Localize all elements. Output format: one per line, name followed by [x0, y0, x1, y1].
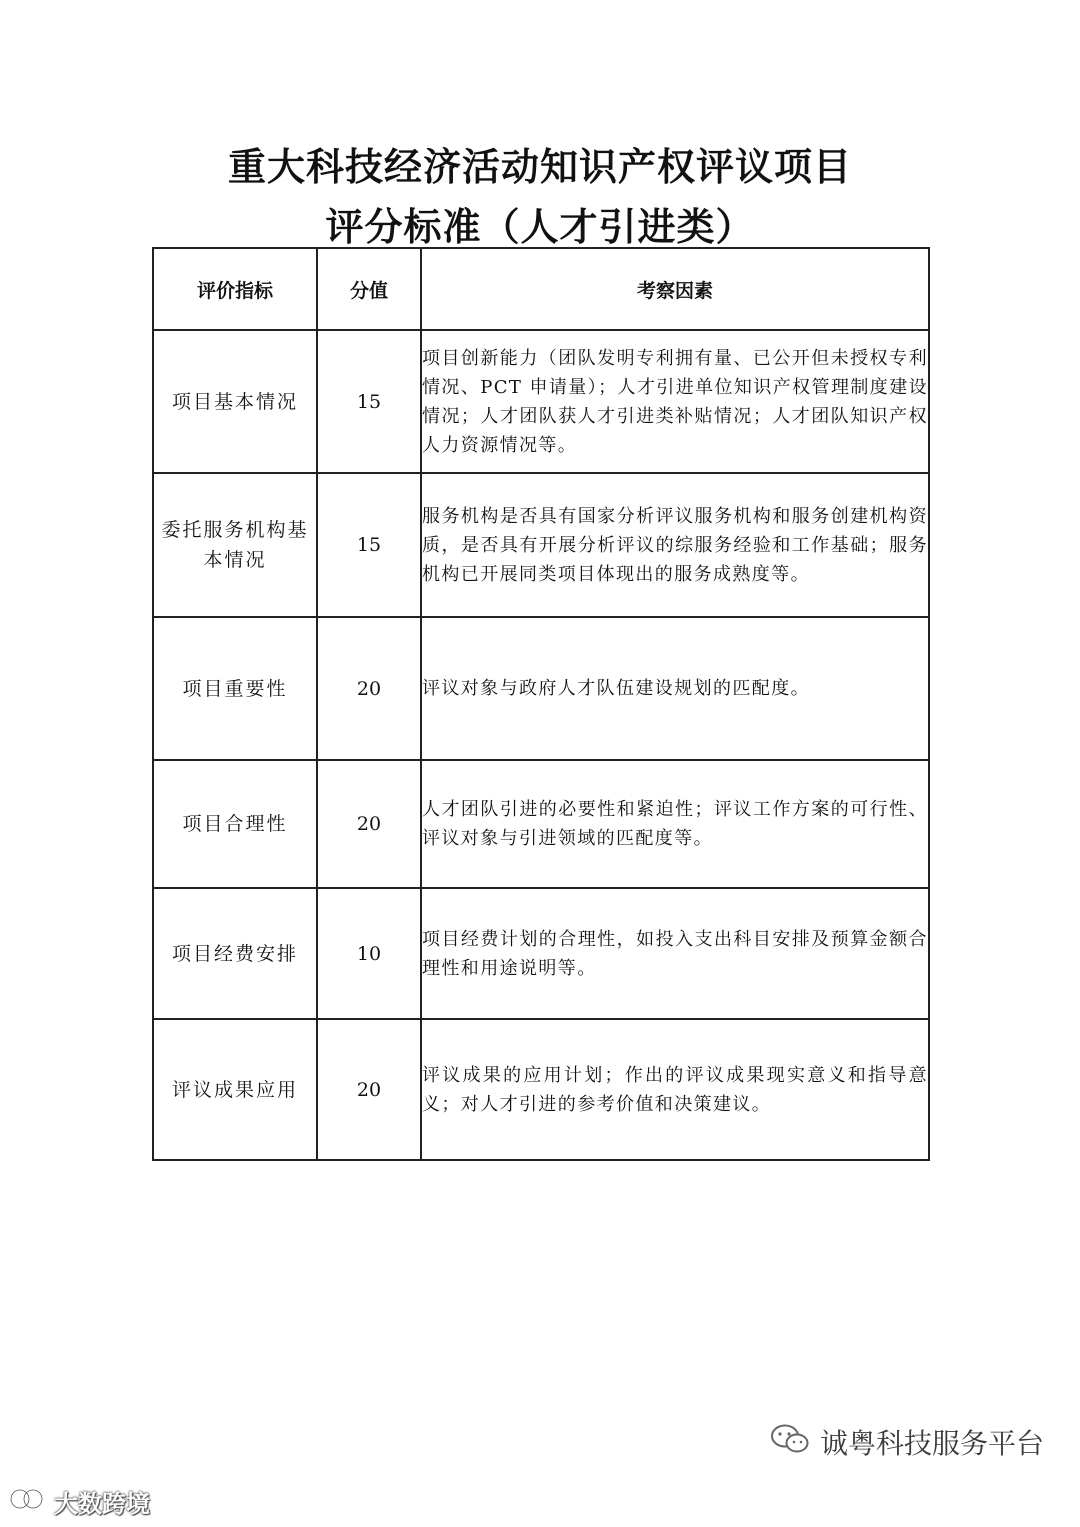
header-score: 分值 — [317, 248, 421, 330]
factors-cell: 人才团队引进的必要性和紧迫性；评议工作方案的可行性、评议对象与引进领域的匹配度等。 — [421, 760, 929, 888]
page-title-line2: 评分标准（人才引进类） — [325, 205, 755, 249]
score-cell: 10 — [317, 888, 421, 1019]
factors-cell: 服务机构是否具有国家分析评议服务机构和服务创建机构资质，是否具有开展分析评议的综服务经验和工作基础；服务机构已开展同类项目体现出的服务成熟度等。 — [421, 473, 929, 617]
indicator-cell: 项目重要性 — [153, 617, 317, 760]
factors-cell: 项目创新能力（团队发明专利拥有量、已公开但未授权专利情况、PCT 申请量）；人才引进单位知识产权管理制度建设情况；人才团队获人才引进类补贴情况；人才团队知识产权人力资源情况等。 — [421, 330, 929, 473]
page-title-line1: 重大科技经济活动知识产权评议项目 — [227, 145, 852, 189]
table-row — [153, 473, 929, 617]
table-row — [153, 760, 929, 888]
score-cell: 20 — [317, 617, 421, 760]
wechat-icon — [770, 1423, 810, 1462]
header-factors: 考察因素 — [421, 248, 929, 330]
factors-cell: 项目经费计划的合理性，如投入支出科目安排及预算金额合理性和用途说明等。 — [421, 888, 929, 1019]
indicator-cell: 委托服务机构基本情况 — [153, 473, 317, 617]
logo-icon — [8, 1485, 48, 1519]
score-cell: 20 — [317, 1019, 421, 1160]
scoring-table — [152, 247, 930, 1161]
table-row — [153, 617, 929, 760]
watermark-right-text: 诚粤科技服务平台 — [819, 1427, 1044, 1460]
watermark-left-text: 大数跨境 — [54, 1490, 150, 1518]
table-row — [153, 330, 929, 473]
factors-cell: 评议对象与政府人才队伍建设规划的匹配度。 — [421, 617, 929, 760]
watermark-left — [8, 1484, 150, 1519]
score-cell: 20 — [317, 760, 421, 888]
watermark-right — [770, 1422, 1044, 1462]
score-cell: 15 — [317, 473, 421, 617]
indicator-cell: 评议成果应用 — [153, 1019, 317, 1160]
indicator-cell: 项目基本情况 — [153, 330, 317, 473]
table-row — [153, 888, 929, 1019]
score-cell: 15 — [317, 330, 421, 473]
indicator-cell: 项目合理性 — [153, 760, 317, 888]
table-header-row — [153, 248, 929, 330]
indicator-cell: 项目经费安排 — [153, 888, 317, 1019]
header-indicator: 评价指标 — [153, 248, 317, 330]
factors-cell: 评议成果的应用计划；作出的评议成果现实意义和指导意义；对人才引进的参考价值和决策建议。 — [421, 1019, 929, 1160]
table-row — [153, 1019, 929, 1160]
